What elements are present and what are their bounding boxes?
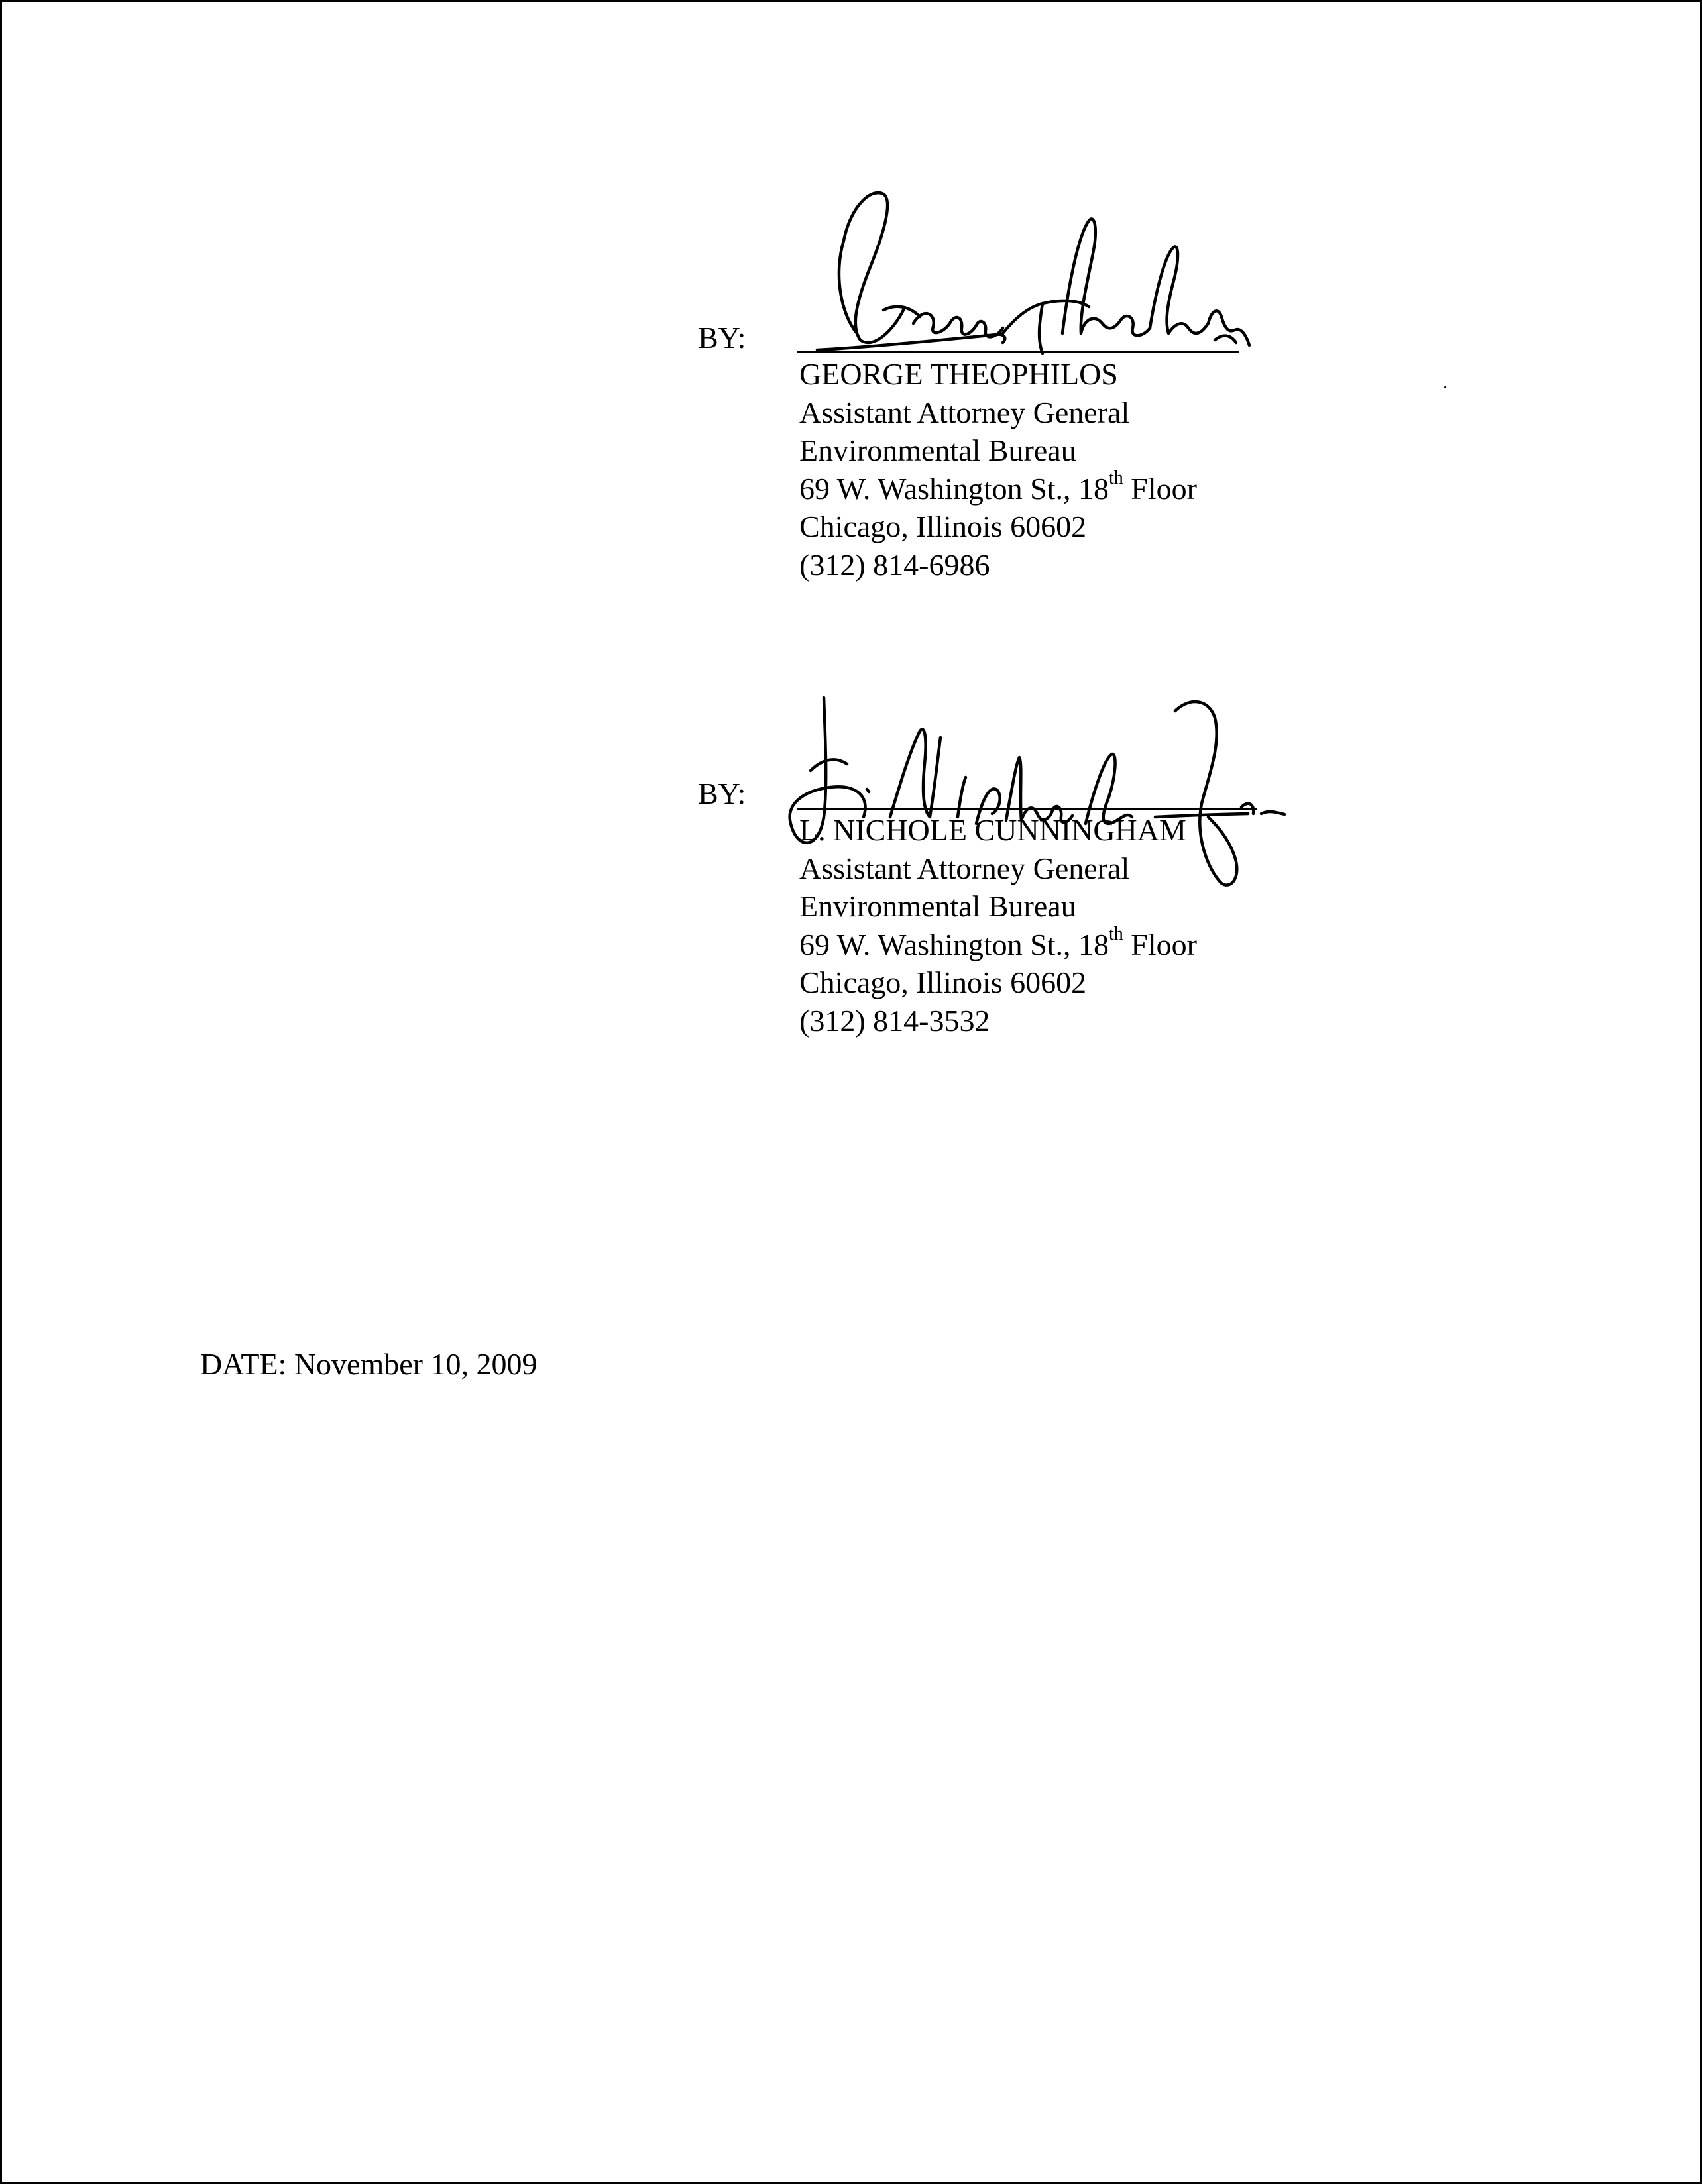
by-label-2: BY: bbox=[698, 777, 746, 810]
date-label: DATE: bbox=[200, 1347, 287, 1381]
date-line bbox=[200, 1345, 537, 1384]
signer-block-2 bbox=[799, 811, 1197, 1040]
signature-line-2 bbox=[797, 808, 1257, 810]
signer-city: Chicago, Illinois 60602 bbox=[799, 965, 1087, 999]
signer-name: L. NICHOLE CUNNINGHAM bbox=[799, 813, 1186, 847]
scan-speck bbox=[1444, 386, 1446, 388]
signature-line-1 bbox=[797, 351, 1239, 353]
by-label-1: BY: bbox=[698, 321, 746, 355]
signer-block-1 bbox=[799, 355, 1197, 584]
date-value: November 10, 2009 bbox=[294, 1347, 538, 1381]
signature-george-theophilos bbox=[777, 181, 1255, 380]
signer-city: Chicago, Illinois 60602 bbox=[799, 510, 1087, 543]
signer-phone: (312) 814-6986 bbox=[799, 547, 990, 582]
signer-street-address: 69 W. Washington St., 18th Floor bbox=[799, 924, 1197, 961]
signer-title: Assistant Attorney General bbox=[799, 395, 1130, 429]
signer-title: Assistant Attorney General bbox=[799, 851, 1130, 885]
signer-bureau: Environmental Bureau bbox=[799, 433, 1076, 467]
signer-street-address: 69 W. Washington St., 18th Floor bbox=[799, 468, 1197, 506]
signer-name: GEORGE THEOPHILOS bbox=[799, 357, 1118, 391]
signer-bureau: Environmental Bureau bbox=[799, 889, 1076, 923]
signer-phone: (312) 814-3532 bbox=[799, 1003, 990, 1038]
